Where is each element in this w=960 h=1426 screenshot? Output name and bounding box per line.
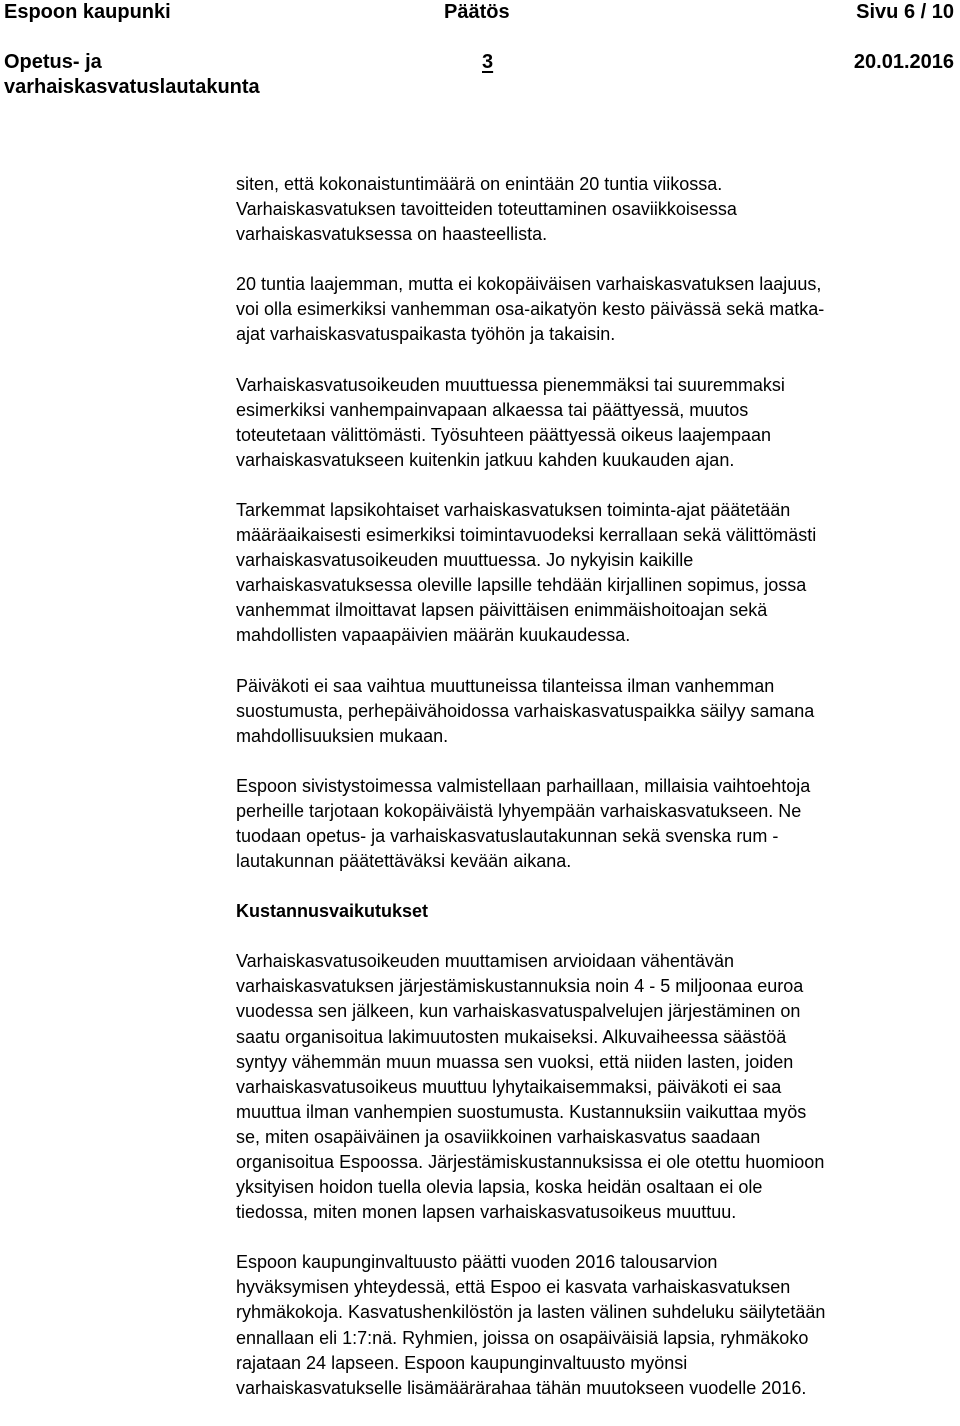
text-line: syntyy vähemmän muun muassa sen vuoksi, että niiden lasten, joiden [236, 1051, 794, 1072]
text-line: hyväksymisen yhteydessä, että Espoo ei kasvata varhaiskasvatuksen [236, 1277, 791, 1298]
text-line: varhaiskasvatukselle lisämäärärahaa tähän muutokseen vuodelle 2016. [236, 1377, 807, 1398]
text-line: saatu organisoitua lakimuutosten mukaiseksi. Alkuvaiheessa säästöä [236, 1026, 787, 1047]
text-line: esimerkiksi vanhempainvapaan alkaessa tai päättyessä, muutos [236, 399, 749, 420]
text-line: tiedossa, miten monen lapsen varhaiskasvatusoikeus muuttuu. [236, 1202, 737, 1223]
header-body-line2: varhaiskasvatuslautakunta [4, 76, 260, 98]
text-line: ajat varhaiskasvatuspaikasta työhön ja takaisin. [236, 324, 616, 345]
header-section-number: 3 [482, 51, 494, 73]
paragraph-4 [236, 498, 958, 649]
header-document-type: Päätös [444, 1, 510, 23]
paragraph-5 [236, 674, 958, 749]
text-line: organisoitua Espoossa. Järjestämiskustannuksissa ei ole otettu huomioon [236, 1152, 825, 1172]
text-line: tuodaan opetus- ja varhaiskasvatuslautakunnan sekä svenska rum - [236, 825, 779, 846]
text-line: vuodessa sen jälkeen, kun varhaiskasvatuspalvelujen järjestäminen on [236, 1001, 801, 1022]
header-page-number: Sivu 6 / 10 [856, 1, 954, 23]
text-line: lautakunnan päätettäväksi kevään aikana. [236, 851, 572, 872]
paragraph-1 [236, 172, 958, 247]
text-line: Espoon kaupunginvaltuusto päätti vuoden 2016 talousarvion [236, 1252, 718, 1273]
text-line: 20 tuntia laajemman, mutta ei kokopäiväisen varhaiskasvatuksen laajuus, [236, 274, 822, 295]
text-line: Päiväkoti ei saa vaihtua muuttuneissa tilanteissa ilman vanhemman [236, 675, 775, 696]
text-line: suostumusta, perhepäivähoidossa varhaiskasvatuspaikka säilyy samana [236, 700, 815, 721]
text-line: mahdollisuuksien mukaan. [236, 725, 449, 746]
text-line: varhaiskasvatusoikeus muuttuu lyhytaikaisemmaksi, päiväkoti ei saa [236, 1076, 782, 1097]
text-line: varhaiskasvatuksessa oleville lapsille tehdään kirjallinen sopimus, jossa [236, 575, 807, 596]
text-line: Espoon sivistystoimessa valmistellaan parhaillaan, millaisia vaihtoehtoja [236, 775, 811, 796]
text-line: voi olla esimerkiksi vanhemman osa-aikatyön kesto päivässä sekä matka- [236, 299, 825, 320]
text-line: Varhaiskasvatuksen tavoitteiden toteuttaminen osaviikkoisessa [236, 199, 737, 220]
text-line: ennallaan eli 1:7:nä. Ryhmien, joissa on osapäiväisiä lapsia, ryhmäkoko [236, 1327, 809, 1348]
text-line: rajataan 24 lapseen. Espoon kaupunginvaltuusto myönsi [236, 1352, 688, 1373]
text-line: Tarkemmat lapsikohtaiset varhaiskasvatuksen toiminta-ajat päätetään [236, 499, 791, 520]
section-heading: Kustannusvaikutukset [236, 901, 429, 922]
text-line: määräaikaisesti esimerkiksi toimintavuodeksi kerrallaan sekä välittömästi [236, 525, 817, 546]
text-line: muuttua ilman vanhempien suostumusta. Kustannuksiin vaikuttaa myös [236, 1101, 807, 1122]
header-date: 20.01.2016 [853, 51, 954, 73]
document-body [236, 172, 958, 1426]
paragraph-6 [236, 774, 958, 874]
text-line: varhaiskasvatusoikeuden muuttuessa. Jo nykyisin kaikille [236, 550, 694, 571]
paragraph-2 [236, 272, 958, 347]
text-line: Varhaiskasvatusoikeuden muuttamisen arvioidaan vähentävän [236, 951, 734, 972]
text-line: se, miten osapäiväinen ja osaviikkoinen varhaiskasvatus saadaan [236, 1126, 761, 1147]
header-body-line1: Opetus- ja [4, 51, 102, 73]
text-line: ryhmäkokoja. Kasvatushenkilöstön ja lasten välinen suhdeluku säilytetään [236, 1302, 826, 1323]
text-line: mahdollisten vapaapäivien määrän kuukaudessa. [236, 625, 631, 646]
text-line: vanhemmat ilmoittavat lapsen päivittäisen enimmäishoitoajan sekä [236, 600, 768, 621]
paragraph-3 [236, 373, 958, 473]
text-line: toteutetaan välittömästi. Työsuhteen päättyessä oikeus laajempaan [236, 424, 772, 445]
text-line: varhaiskasvatuksessa on haasteellista. [236, 224, 548, 245]
text-line: yksityisen hoidon tuella olevia lapsia, koska heidän osaltaan ei ole [236, 1177, 763, 1198]
text-line: Varhaiskasvatusoikeuden muuttuessa pienemmäksi tai suuremmaksi [236, 374, 785, 395]
text-line: varhaiskasvatuksen järjestämiskustannuksia noin 4 - 5 miljoonaa euroa [236, 976, 804, 997]
text-line: perheille tarjotaan kokopäiväistä lyhyempään varhaiskasvatukseen. Ne [236, 800, 802, 821]
paragraph-8 [236, 1250, 958, 1401]
header-organization: Espoon kaupunki [4, 1, 171, 23]
text-line: siten, että kokonaistuntimäärä on enintään 20 tuntia viikossa. [236, 174, 723, 194]
text-line: varhaiskasvatukseen kuitenkin jatkuu kahden kuukauden ajan. [236, 449, 735, 470]
paragraph-7 [236, 949, 958, 1225]
